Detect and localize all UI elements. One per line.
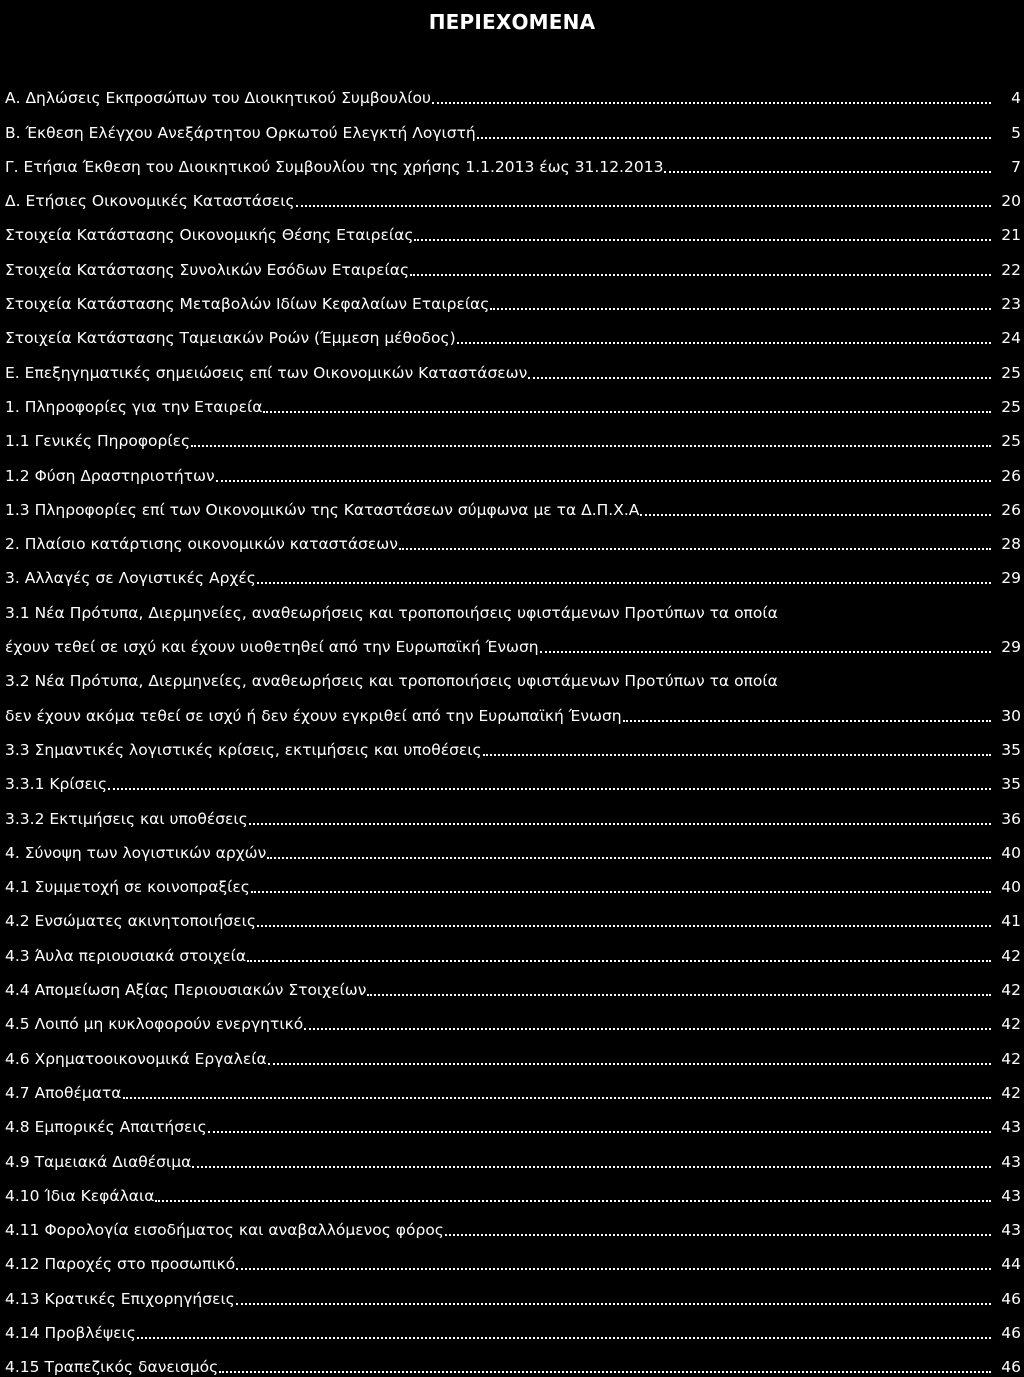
toc-entry[interactable] [5, 211, 1021, 245]
toc-entry-page-number: 46 [1001, 1323, 1021, 1342]
dot-leader [414, 239, 991, 241]
toc-entry[interactable] [5, 554, 1021, 588]
dot-leader [445, 1234, 991, 1236]
toc-entry-page-number: 24 [1001, 329, 1021, 348]
toc-entry-page-number: 4 [1011, 89, 1021, 108]
toc-entry-page-number: 40 [1001, 843, 1021, 862]
dot-leader [304, 1028, 991, 1030]
toc-entry-page-number: 42 [1001, 1015, 1021, 1034]
toc-entry-label: 4.11 Φορολογία εισοδήματος και αναβαλλόμενος φόρος [5, 1221, 444, 1240]
dot-leader [191, 445, 991, 447]
toc-entry-page-number: 35 [1001, 740, 1021, 759]
dot-leader [490, 308, 991, 310]
toc-entry-label: Στοιχεία Κατάστασης Μεταβολών Ιδίων Κεφαλαίων Εταιρείας [5, 295, 490, 314]
dot-leader [251, 891, 991, 893]
toc-entry[interactable] [5, 588, 1021, 622]
toc-entry-label: 1.1 Γενικές Πηροφορίες [5, 432, 191, 451]
dot-leader [236, 1268, 991, 1270]
toc-entry-page-number: 43 [1001, 1118, 1021, 1137]
toc-entry[interactable] [5, 794, 1021, 828]
toc-entry-label: 3.1 Νέα Πρότυπα, Διερμηνείες, αναθεωρήσεις και τροποποιήσεις υφιστάμενων Προτύπων τα οποία [5, 603, 778, 622]
toc-entry[interactable] [5, 897, 1021, 931]
toc-entry-label: Στοιχεία Κατάστασης Οικονομικής Θέσης Εταιρείας [5, 226, 414, 245]
dot-leader [399, 548, 991, 550]
toc-entry-page-number: 46 [1001, 1358, 1021, 1377]
toc-entry[interactable] [5, 245, 1021, 279]
toc-entry-label: 3.3.1 Κρίσεις [5, 775, 108, 794]
toc-entry[interactable] [5, 143, 1021, 177]
toc-entry-page-number: 36 [1001, 809, 1021, 828]
toc-entry-label: 4.5 Λοιπό μη κυκλοφορούν ενεργητικό [5, 1015, 304, 1034]
dot-leader [247, 960, 991, 962]
toc-entry[interactable] [5, 177, 1021, 211]
dot-leader [257, 925, 991, 927]
toc-entry-label: 4.4 Απομείωση Αξίας Περιουσιακών Στοιχείων [5, 981, 367, 1000]
toc-entry-label: 4.13 Κρατικές Επιχορηγήσεις [5, 1289, 235, 1308]
toc-entry-label: 3. Αλλαγές σε Λογιστικές Αρχές [5, 569, 256, 588]
toc-entry-label: Στοιχεία Κατάστασης Συνολικών Εσόδων Εταιρείας [5, 260, 410, 279]
dot-leader [664, 171, 991, 173]
toc-entry-page-number: 22 [1001, 260, 1021, 279]
toc-entry[interactable] [5, 760, 1021, 794]
toc-entry-label: 1.3 Πληροφορίες επί των Οικονομικών της Καταστάσεων σύμφωνα με τα Δ.Π.Χ.Α [5, 500, 640, 519]
dot-leader [155, 1200, 991, 1202]
toc-entry-page-number: 46 [1001, 1289, 1021, 1308]
toc-entry-page-number: 23 [1001, 295, 1021, 314]
toc-entry-page-number: 25 [1001, 363, 1021, 382]
toc-entry-label: Α. Δηλώσεις Εκπροσώπων του Διοικητικού Συμβουλίου [5, 89, 431, 108]
dot-leader [457, 342, 991, 344]
toc-entry-page-number: 41 [1001, 912, 1021, 931]
toc-entry-label: 4.2 Ενσώματες ακινητοποιήσεις [5, 912, 256, 931]
toc-entry[interactable] [5, 314, 1021, 348]
dot-leader [249, 823, 991, 825]
toc-entry[interactable] [5, 931, 1021, 965]
toc-entry[interactable] [5, 108, 1021, 142]
toc-entry-label: 1.2 Φύση Δραστηριοτήτων [5, 466, 215, 485]
toc-entry-page-number: 5 [1011, 123, 1021, 142]
page-title: ΠΕΡΙΕΧΟΜΕΝΑ [428, 10, 596, 34]
toc-entry[interactable] [5, 1240, 1021, 1274]
dot-leader [257, 582, 991, 584]
toc-entry-page-number: 42 [1001, 981, 1021, 1000]
toc-entry-page-number: 30 [1001, 706, 1021, 725]
toc-entry-label: έχουν τεθεί σε ισχύ και έχουν υιοθετηθεί από την Ευρωπαϊκή Ένωση [5, 638, 539, 657]
dot-leader [108, 788, 991, 790]
toc-entry[interactable] [5, 1103, 1021, 1137]
toc-entry-page-number: 26 [1001, 466, 1021, 485]
toc-entry-label: 4.15 Τραπεζικός δανεισμός [5, 1358, 219, 1377]
dot-leader [640, 514, 991, 516]
dot-leader [296, 205, 991, 207]
table-of-contents [5, 74, 1021, 1377]
toc-entry[interactable] [5, 451, 1021, 485]
dot-leader [410, 274, 991, 276]
dot-leader [236, 1303, 991, 1305]
dot-leader [137, 1337, 991, 1339]
toc-entry-label: Γ. Ετήσια Έκθεση του Διοικητικού Συμβουλίου της χρήσης 1.1.2013 έως 31.12.2013 [5, 157, 664, 176]
toc-entry-page-number: 25 [1001, 397, 1021, 416]
toc-entry[interactable] [5, 1172, 1021, 1206]
toc-entry-page-number: 35 [1001, 775, 1021, 794]
toc-entry-label: 4.3 Άυλα περιουσιακά στοιχεία [5, 946, 247, 965]
toc-entry-label: 4.12 Παροχές στο προσωπικό [5, 1255, 236, 1274]
toc-entry[interactable] [5, 829, 1021, 863]
dot-leader [477, 137, 991, 139]
toc-entry[interactable] [5, 691, 1021, 725]
toc-entry-label: 4.8 Εμπορικές Απαιτήσεις [5, 1118, 207, 1137]
toc-entry[interactable] [5, 280, 1021, 314]
toc-entry[interactable] [5, 1000, 1021, 1034]
toc-entry-page-number: 40 [1001, 878, 1021, 897]
toc-entry-label: 4.1 Συμμετοχή σε κοινοπραξίες [5, 878, 250, 897]
toc-entry-label: 1. Πληροφορίες για την Εταιρεία [5, 397, 263, 416]
dot-leader [432, 102, 991, 104]
toc-entry-page-number: 20 [1001, 192, 1021, 211]
toc-entry-page-number: 42 [1001, 946, 1021, 965]
toc-entry[interactable] [5, 348, 1021, 382]
dot-leader [267, 857, 991, 859]
toc-entry-page-number: 28 [1001, 535, 1021, 554]
toc-entry[interactable] [5, 1034, 1021, 1068]
toc-entry-page-number: 29 [1001, 569, 1021, 588]
dot-leader [540, 651, 991, 653]
toc-entry-label: 4.7 Αποθέματα [5, 1083, 122, 1102]
dot-leader [623, 720, 991, 722]
toc-entry-label: 4. Σύνοψη των λογιστικών αρχών [5, 843, 267, 862]
toc-entry-label: 3.3.2 Εκτιμήσεις και υποθέσεις [5, 809, 248, 828]
toc-entry-page-number: 43 [1001, 1186, 1021, 1205]
dot-leader [263, 411, 991, 413]
toc-entry[interactable] [5, 520, 1021, 554]
dot-leader [216, 480, 991, 482]
toc-entry-page-number: 7 [1011, 157, 1021, 176]
toc-entry-page-number: 42 [1001, 1083, 1021, 1102]
toc-entry-label: δεν έχουν ακόμα τεθεί σε ισχύ ή δεν έχουν εγκριθεί από την Ευρωπαϊκή Ένωση [5, 706, 622, 725]
dot-leader [367, 994, 991, 996]
toc-entry-page-number: 26 [1001, 500, 1021, 519]
toc-entry[interactable] [5, 1206, 1021, 1240]
dot-leader [268, 1063, 991, 1065]
toc-entry-label: Ε. Επεξηγηματικές σημειώσεις επί των Οικονομικών Καταστάσεων [5, 363, 528, 382]
toc-entry[interactable] [5, 383, 1021, 417]
toc-entry[interactable] [5, 1137, 1021, 1171]
toc-entry[interactable] [5, 74, 1021, 108]
dot-leader [123, 1097, 992, 1099]
toc-entry-page-number: 29 [1001, 638, 1021, 657]
toc-entry-label: 4.14 Προβλέψεις [5, 1323, 136, 1342]
toc-entry-label: 2. Πλαίσιο κατάρτισης οικονομικών καταστάσεων [5, 535, 398, 554]
dot-leader [208, 1131, 991, 1133]
toc-entry[interactable] [5, 726, 1021, 760]
toc-entry-page-number: 43 [1001, 1152, 1021, 1171]
toc-entry-page-number: 25 [1001, 432, 1021, 451]
toc-entry-label: 4.10 Ίδια Κεφάλαια [5, 1186, 155, 1205]
toc-entry-label: 3.2 Νέα Πρότυπα, Διερμηνείες, αναθεωρήσεις και τροποποιήσεις υφιστάμενων Προτύπων τα οποία [5, 672, 778, 691]
toc-entry[interactable] [5, 486, 1021, 520]
toc-entry-label: 3.3 Σημαντικές λογιστικές κρίσεις, εκτιμήσεις και υποθέσεις [5, 740, 482, 759]
dot-leader [192, 1166, 991, 1168]
dot-leader [528, 377, 991, 379]
toc-entry-page-number: 42 [1001, 1049, 1021, 1068]
toc-entry-page-number: 43 [1001, 1221, 1021, 1240]
toc-entry-label: 4.6 Χρηματοοικονομικά Εργαλεία [5, 1049, 267, 1068]
toc-entry[interactable] [5, 623, 1021, 657]
toc-entry[interactable] [5, 1069, 1021, 1103]
toc-entry-label: Δ. Ετήσιες Οικονομικές Καταστάσεις [5, 192, 295, 211]
toc-entry[interactable] [5, 657, 1021, 691]
toc-entry-label: Β. Έκθεση Ελέγχου Ανεξάρτητου Ορκωτού Ελεγκτή Λογιστή [5, 123, 476, 142]
toc-entry[interactable] [5, 1274, 1021, 1308]
toc-entry-label: 4.9 Ταμειακά Διαθέσιμα [5, 1152, 192, 1171]
toc-entry[interactable] [5, 863, 1021, 897]
toc-entry[interactable] [5, 966, 1021, 1000]
toc-entry[interactable] [5, 417, 1021, 451]
toc-entry[interactable] [5, 1309, 1021, 1343]
toc-entry-page-number: 21 [1001, 226, 1021, 245]
dot-leader [483, 754, 991, 756]
toc-entry-page-number: 44 [1001, 1255, 1021, 1274]
toc-entry-label: Στοιχεία Κατάστασης Ταμειακών Ροών (Έμμεση μέθοδος) [5, 329, 456, 348]
